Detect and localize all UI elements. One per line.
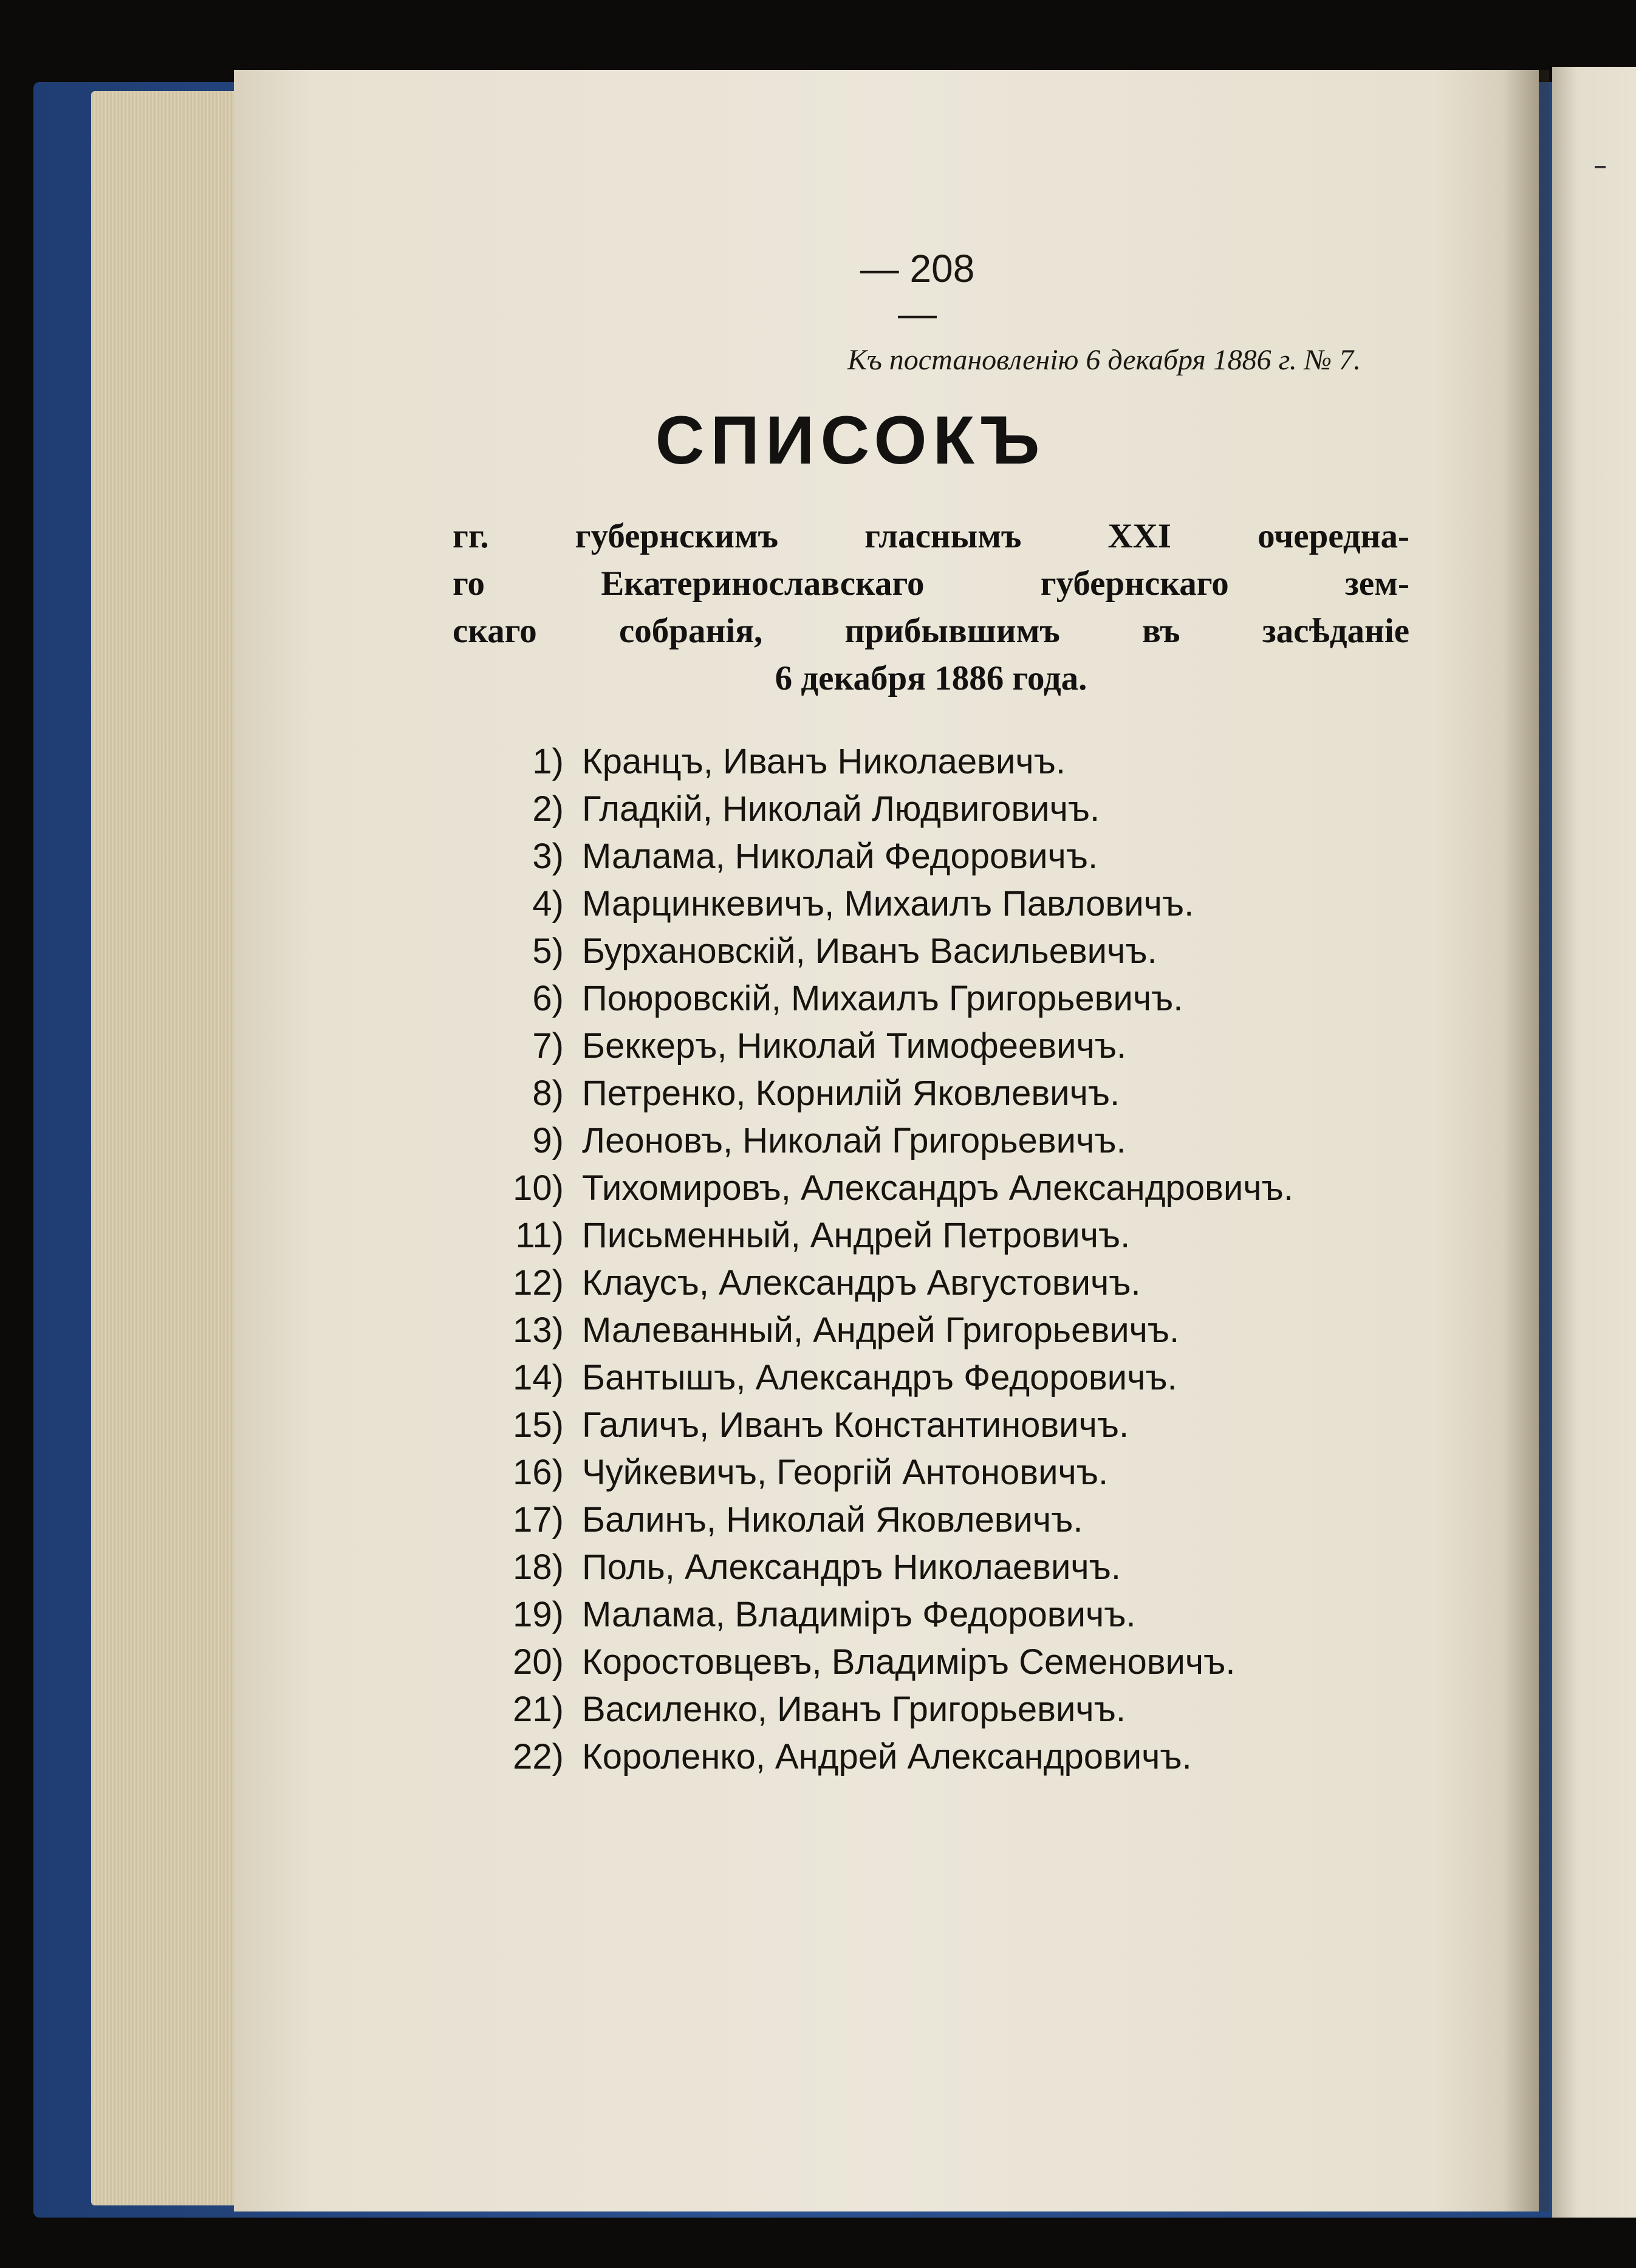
list-item-name: Малама, Николай Федоровичъ. [582,837,1098,876]
list-item-number: 12) [513,1263,564,1303]
subtitle-line-3: скаго собранія, прибывшимъ въ засѣданіе [453,612,1409,650]
facing-page [1552,67,1636,2218]
list-item [486,1023,1337,1070]
list-item-number: 17) [513,1500,564,1540]
list-item-number: 19) [513,1595,564,1634]
list-item [486,738,1337,786]
list-item-number: 21) [513,1690,564,1729]
list-item [486,1165,1337,1212]
attendee-list [486,738,1337,1781]
list-item-number: 8) [532,1074,564,1113]
list-item [486,833,1337,880]
list-item-number: 16) [513,1453,564,1492]
list-item [486,1544,1337,1591]
list-item-name: Короленко, Андрей Александровичъ. [582,1737,1192,1776]
subtitle-line-4: 6 декабря 1886 года. [775,659,1087,697]
list-item [486,1686,1337,1733]
list-item-name: Чуйкевичъ, Георгій Антоновичъ. [582,1453,1109,1492]
list-item [486,1259,1337,1307]
list-item [486,1449,1337,1496]
list-item [486,1402,1337,1449]
list-item [486,1212,1337,1259]
list-item-name: Гладкій, Николай Людвиговичъ. [582,789,1100,829]
list-item [486,1591,1337,1639]
list-item-number: 11) [515,1216,564,1255]
list-item [486,975,1337,1023]
list-item-number: 20) [513,1642,564,1682]
list-item-number: 9) [532,1121,564,1160]
list-item-name: Клаусъ, Александръ Августовичъ. [582,1263,1141,1303]
list-item-number: 15) [513,1405,564,1445]
list-item-number: 1) [532,742,564,781]
list-item-number: 14) [513,1358,564,1397]
list-item [486,1733,1337,1781]
list-item-number: 18) [513,1547,564,1587]
page-stack-edge [91,91,243,2205]
list-item-name: Бантышъ, Александръ Федоровичъ. [582,1358,1177,1397]
list-item [486,1070,1337,1117]
list-item [486,1307,1337,1354]
list-item-number: 5) [532,931,564,971]
list-item-name: Поль, Александръ Николаевичъ. [582,1547,1121,1587]
list-item [486,880,1337,928]
list-item-number: 10) [513,1168,564,1208]
list-item [486,1639,1337,1686]
list-item-name: Письменный, Андрей Петровичъ. [582,1216,1131,1255]
list-item-name: Малама, Владиміръ Федоровичъ. [582,1595,1136,1634]
list-item-name: Малеванный, Андрей Григорьевичъ. [582,1310,1180,1350]
subtitle-line-1: гг. губернскимъ гласнымъ XXI очередна- [453,517,1409,555]
list-item-number: 4) [532,884,564,923]
list-item-number: 3) [532,837,564,876]
list-item [486,1354,1337,1402]
list-item-number: 22) [513,1737,564,1776]
gutter-shadow [1504,70,1549,2211]
list-item-name: Коростовцевъ, Владиміръ Семеновичъ. [582,1642,1236,1682]
page-title: СПИСОКЪ [655,402,1046,478]
facing-page-mark [1595,166,1606,168]
list-item-number: 6) [532,979,564,1018]
list-item-number: 13) [513,1310,564,1350]
list-item-name: Василенко, Иванъ Григорьевичъ. [582,1690,1126,1729]
list-item-name: Кранцъ, Иванъ Николаевичъ. [582,742,1066,781]
subtitle-line-2: го Екатеринославскаго губернскаго зем- [453,564,1409,603]
list-item-number: 2) [532,789,564,829]
list-item-name: Беккеръ, Николай Тимофеевичъ. [582,1026,1127,1066]
list-item [486,1117,1337,1165]
list-item-name: Марцинкевичъ, Михаилъ Павловичъ. [582,884,1194,923]
list-item-name: Петренко, Корнилій Яковлевичъ. [582,1074,1120,1113]
list-item-name: Балинъ, Николай Яковлевичъ. [582,1500,1083,1540]
list-item [486,928,1337,975]
list-item-name: Бурхановскій, Иванъ Васильевичъ. [582,931,1157,971]
page-number: — 208 — [860,247,975,335]
list-item [486,1496,1337,1544]
list-item [486,786,1337,833]
list-item-name: Поюровскій, Михаилъ Григорьевичъ. [582,979,1183,1018]
list-item-name: Тихомировъ, Александръ Александровичъ. [582,1168,1293,1208]
list-item-name: Леоновъ, Николай Григорьевичъ. [582,1121,1126,1160]
list-item-name: Галичъ, Иванъ Константиновичъ. [582,1405,1129,1445]
resolution-note: Къ постановленію 6 декабря 1886 г. № 7. [847,344,1361,376]
list-item-number: 7) [532,1026,564,1066]
